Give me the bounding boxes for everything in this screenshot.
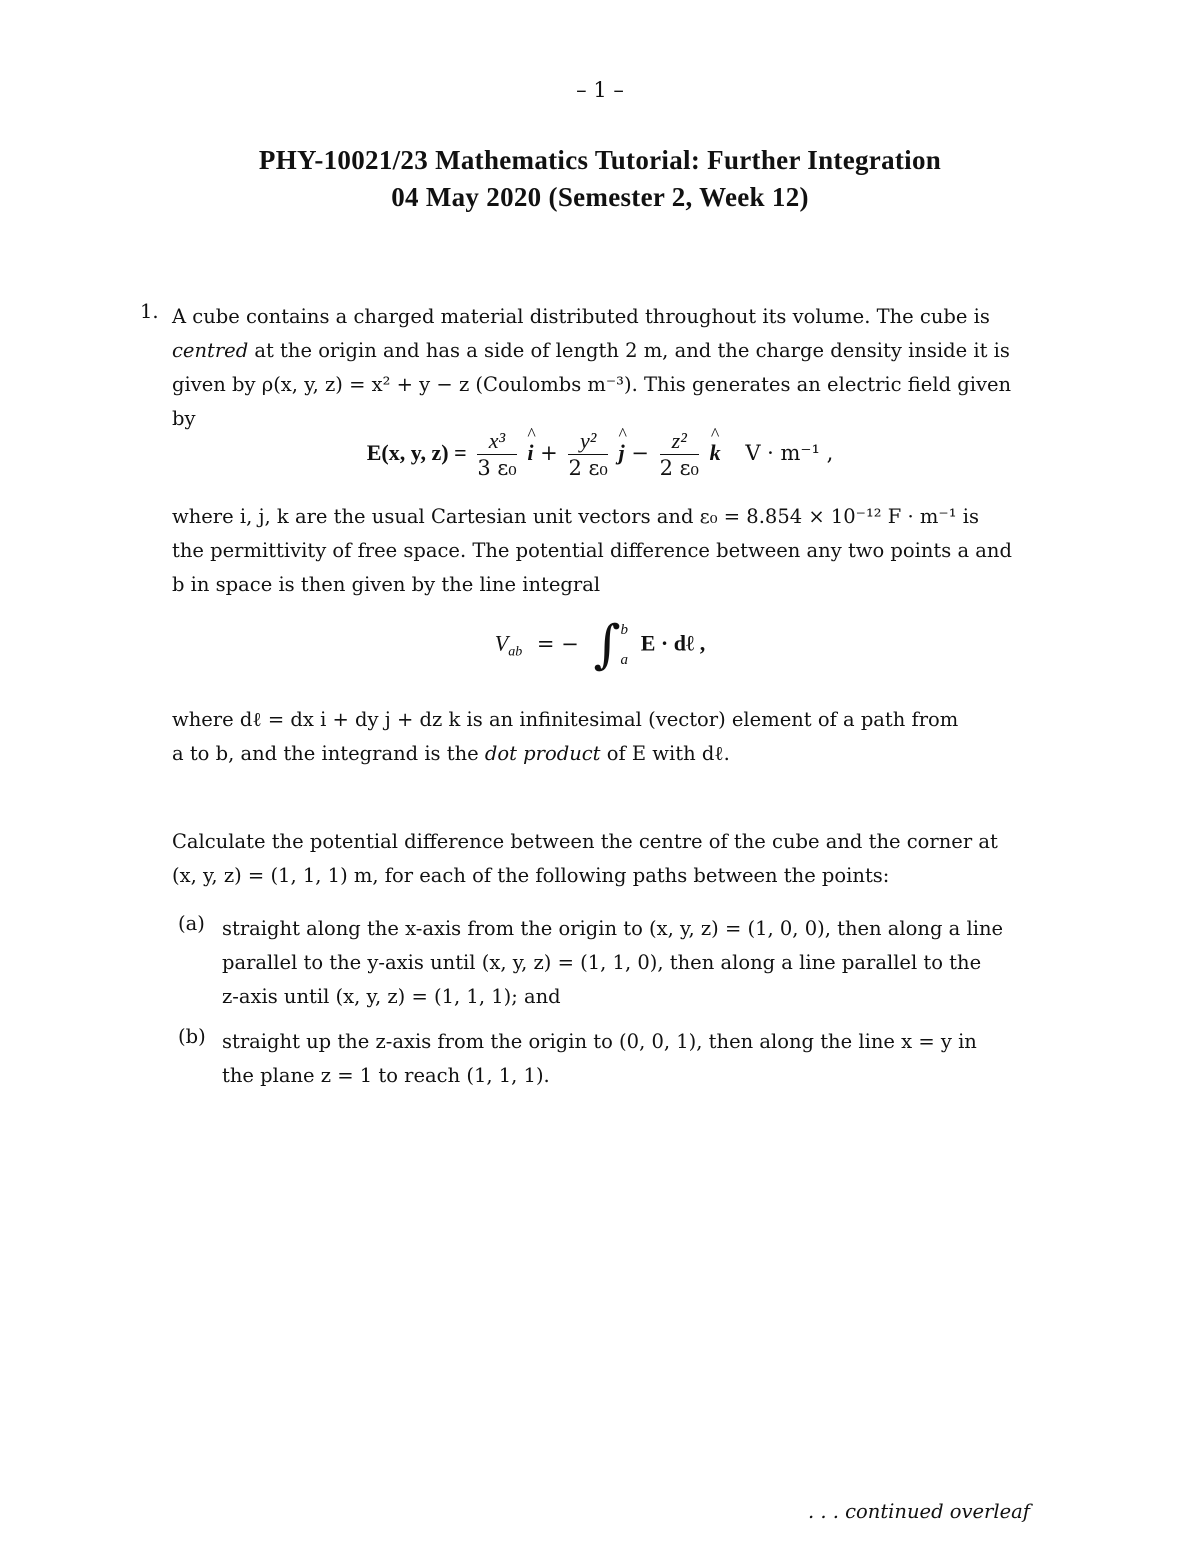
text-line: z-axis until (x, y, z) = (1, 1, 1); and bbox=[222, 985, 561, 1008]
denominator: 2 ε₀ bbox=[659, 456, 699, 480]
equals-minus: = − bbox=[536, 631, 579, 656]
text-line: straight up the z-axis from the origin to (0, 0, 1), then along the line x = y in bbox=[222, 1030, 977, 1053]
list-item bbox=[222, 1025, 1042, 1093]
text-line: parallel to the y-axis until (x, y, z) = (1, 1, 0), then along a line parallel to the bbox=[222, 951, 982, 974]
text-line: where dℓ = dx i + dy j + dz k is an infinitesimal (vector) element of a path from bbox=[172, 708, 959, 731]
item-label-b: (b) bbox=[178, 1025, 206, 1048]
equation-unit: V · m⁻¹ , bbox=[745, 441, 834, 465]
text-line: (x, y, z) = (1, 1, 1) m, for each of the following paths between the points: bbox=[172, 864, 890, 887]
text-line bbox=[172, 334, 1032, 368]
unit-vector-j-icon: ^ j bbox=[618, 440, 624, 465]
text-span: at the origin and has a side of length 2 m, and the charge density inside it is bbox=[248, 339, 1010, 362]
text-span: a to b, and the integrand is the bbox=[172, 742, 485, 765]
page-number: – 1 – bbox=[576, 78, 624, 102]
unit-vector-i-icon: ^ i bbox=[527, 440, 533, 465]
integral-sign-icon: ∫ bbox=[593, 615, 621, 675]
equation-lhs: E(x, y, z) = bbox=[366, 440, 467, 465]
text-line: the permittivity of free space. The potential difference between any two points a and bbox=[172, 539, 1012, 562]
text-span: of E with dℓ. bbox=[600, 742, 730, 765]
integrand: E · dℓ , bbox=[640, 630, 706, 656]
text-line: where i, j, k are the usual Cartesian unit vectors and ε₀ = 8.854 × 10⁻¹² F · m⁻¹ is bbox=[172, 505, 979, 528]
emphasis-text: centred bbox=[172, 339, 249, 362]
list-item bbox=[222, 912, 1042, 1014]
denominator: 2 ε₀ bbox=[568, 456, 608, 480]
question-number: 1. bbox=[140, 300, 159, 323]
upper-limit: b bbox=[620, 622, 629, 638]
text-line: b in space is then given by the line integral bbox=[172, 573, 601, 596]
fraction-term-2 bbox=[568, 428, 607, 481]
numerator: z² bbox=[660, 428, 699, 455]
electric-field-equation bbox=[0, 428, 1200, 481]
integral-limits bbox=[621, 615, 629, 675]
text-line bbox=[172, 737, 1032, 771]
equation-lhs-subscript: ab bbox=[508, 644, 523, 660]
continued-overleaf-note: . . . continued overleaf bbox=[807, 1500, 1030, 1523]
question-paragraph-1 bbox=[172, 300, 1032, 436]
unit-vector-k-icon: ^ k bbox=[710, 440, 721, 465]
question-paragraph-4 bbox=[172, 825, 1032, 893]
fraction-term-1 bbox=[477, 428, 516, 481]
item-label-a: (a) bbox=[178, 912, 205, 935]
plus-sign: + bbox=[540, 441, 558, 465]
text-line: straight along the x-axis from the origin to (x, y, z) = (1, 0, 0), then along a line bbox=[222, 917, 1004, 940]
text-line: Calculate the potential difference between the centre of the cube and the corner at bbox=[172, 830, 998, 853]
text-line: by bbox=[172, 407, 196, 430]
question-paragraph-3 bbox=[172, 703, 1032, 771]
numerator: y² bbox=[568, 428, 607, 455]
page-subtitle: 04 May 2020 (Semester 2, Week 12) bbox=[391, 182, 809, 212]
numerator: x³ bbox=[477, 428, 516, 455]
equation-lhs: V bbox=[494, 630, 509, 656]
question-paragraph-2 bbox=[172, 500, 1032, 602]
text-line: given by ρ(x, y, z) = x² + y − z (Coulombs m⁻³). This generates an electric field given bbox=[172, 373, 1012, 396]
text-line: the plane z = 1 to reach (1, 1, 1). bbox=[222, 1064, 550, 1087]
minus-sign: − bbox=[631, 441, 649, 465]
denominator: 3 ε₀ bbox=[477, 456, 517, 480]
line-integral-equation bbox=[0, 615, 1200, 675]
emphasis-text: dot product bbox=[484, 742, 601, 765]
fraction-term-3 bbox=[660, 428, 699, 481]
lower-limit: a bbox=[620, 652, 629, 668]
text-line: A cube contains a charged material distributed throughout its volume. The cube is bbox=[172, 305, 990, 328]
page-title: PHY-10021/23 Mathematics Tutorial: Further Integration bbox=[258, 145, 942, 175]
